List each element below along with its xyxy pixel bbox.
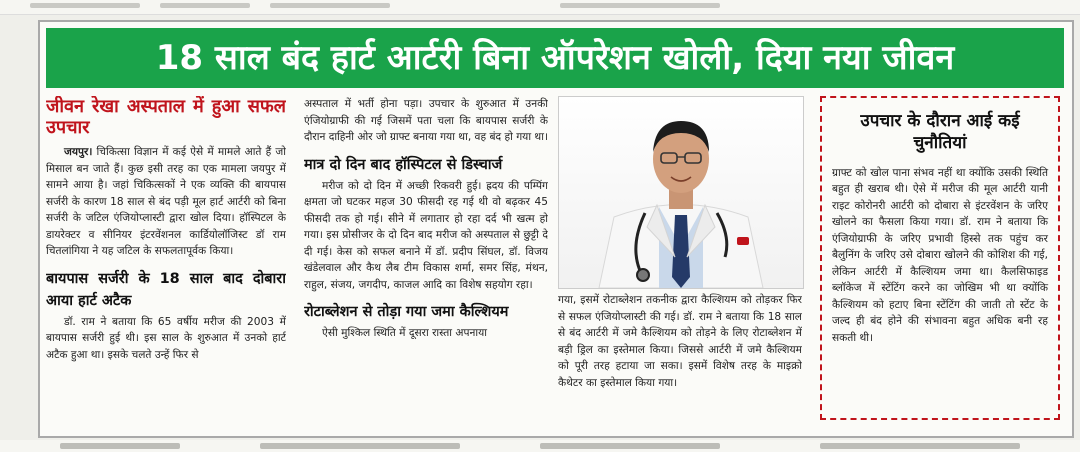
doctor-photo	[558, 96, 804, 289]
top-cropped-strip	[0, 0, 1080, 15]
intro-text: चिकित्सा विज्ञान में कई ऐसे में मामले आते हैं जो मिसाल बन जाते हैं। कुछ इसी तरह का एक मामला जयपुर में सामने आया है। जहां चिकित्सकों ने एक व्यक्ति की बायपास सर्जरी के कारण 18 साल से बंद पड़ी मूल हार्ट आर्टरी को बिना सर्जरी के जटिल एंजियोप्लास्टी द्वारा खोल दिया। हॉस्पिटल के डायरेक्टर व सीनियर इंटरवेंशनल कार्डियोलॉजिस्ट डॉ राम चितलांगिया ने यह जटिल के सफलतापूर्वक किया।	[46, 146, 286, 257]
subhead-discharge: मात्र दो दिन बाद हॉस्पिटल से डिस्चार्ज	[304, 156, 503, 173]
headline: 18 साल बंद हार्ट आर्टरी बिना ऑपरेशन खोली, दिया नया जीवन	[46, 28, 1064, 88]
bottom-cropped-strip	[0, 440, 1080, 452]
challenges-box	[820, 96, 1060, 420]
red-subhead: जीवन रेखा अस्पताल में हुआ सफल उपचार	[46, 96, 286, 138]
paragraph-bypass: डॉ. राम ने बताया कि 65 वर्षीय मरीज की 2003 में बायपास सर्जरी हुई थी। इस साल के शुरुआत में उनको हार्ट अटैक हुआ था। इसके चलते उन्हें फिर से	[46, 315, 286, 361]
paragraph-recovery: मरीज को दो दिन में अच्छी रिकवरी हुई। ह्रदय की पम्पिंग क्षमता जो घटकर महज 30 फीसदी रह गई थी वो बढ़कर 45 फीसदी तक हो गई। सीने में लगातार हो रहा दर्द भी खत्म हो गया। इस प्रोसीजर के दो दिन बाद मरीज को अस्पताल से छुट्टी दे दी गई। केस को सफल बनाने में डॉ. प्रदीप सिंघल, डॉ. विजय खंडेलवाल और कैथ लैब टीम विकास शर्मा, समर सिंह, मंथन, राहुल, संजय, जगदीप, काजल आदि का विशेष सहयोग रहा।	[304, 179, 548, 291]
paragraph-rotablation-cont: गया, इसमें रोटाब्लेशन तकनीक द्वारा कैल्शियम को तोड़कर फिर से सफल एंजियोप्लास्टी की गई। डॉ. राम ने बताया कि 18 साल से बंद आर्टरी में जमे कैल्शियम को तोड़ने के लिए रोटाब्लेशन में बड़ी ड्रिल का इस्तेमाल किया। जिससे आर्टरी में जमे कैल्शियम को पूरी तरह हटाया जा सका। इसमें विशेष तरह के माइक्रो कैथेटर का इस्तेमाल किया गया।	[558, 294, 802, 389]
subhead-bypass: बायपास सर्जरी के 18 साल बाद दोबारा आया हार्ट अटैक	[46, 270, 286, 309]
column-2	[304, 96, 548, 426]
article-frame	[38, 20, 1074, 438]
subhead-rotablation: रोटाब्लेशन से तोड़ा गया जमा कैल्शियम	[304, 304, 509, 320]
challenges-title: उपचार के दौरान आई कई चुनौतियां	[860, 111, 1020, 153]
challenges-paragraph: ग्राफ्ट को खोल पाना संभव नहीं था क्योंकि उसकी स्थिति बहुत ही खराब थी। ऐसे में मरीज की मूल आर्टरी यानी राइट कोरोनरी आर्टरी को दोबारा से इंटरवेंशन के जरिए खोलने का फैसला किया गया। डॉ. राम ने बताया कि एंजियोग्राफी के जरिए प्रभावी हिस्से तक पहुंच कर बैलुनिंग के जरिए उसे दोबारा खोलने की कोशिश की गई, लेकिन आर्टरी में कैल्शियम जमा था। कैलसिफाइड ब्लॉकेज में स्टेंटिंग करने का जोखिम भी था क्योंकि कैल्शियम को हटाए बिना स्टेंटिंग की जाती तो स्टेंट के जल्द ही बंद होने की संभावना बहुत अधिक बनी रह सकती थी।	[832, 166, 1048, 344]
dateline: जयपुर।	[64, 146, 93, 158]
column-1	[46, 96, 286, 426]
intro-paragraph	[46, 144, 286, 260]
doctor-photo-illustration	[559, 97, 803, 288]
column-3	[558, 292, 802, 426]
paragraph-rotablation-start: ऐसी मुश्किल स्थिति में दूसरा रास्ता अपनाया	[322, 327, 488, 339]
paragraph-admission: अस्पताल में भर्ती होना पड़ा। उपचार के शुरुआत में उनकी एंजियोग्राफी की गई जिसमें पता चला कि बायपास सर्जरी के दौरान दाहिनी ओर जो ग्राफ्ट बनाया गया था, वह बंद हो गया था।	[304, 98, 548, 143]
